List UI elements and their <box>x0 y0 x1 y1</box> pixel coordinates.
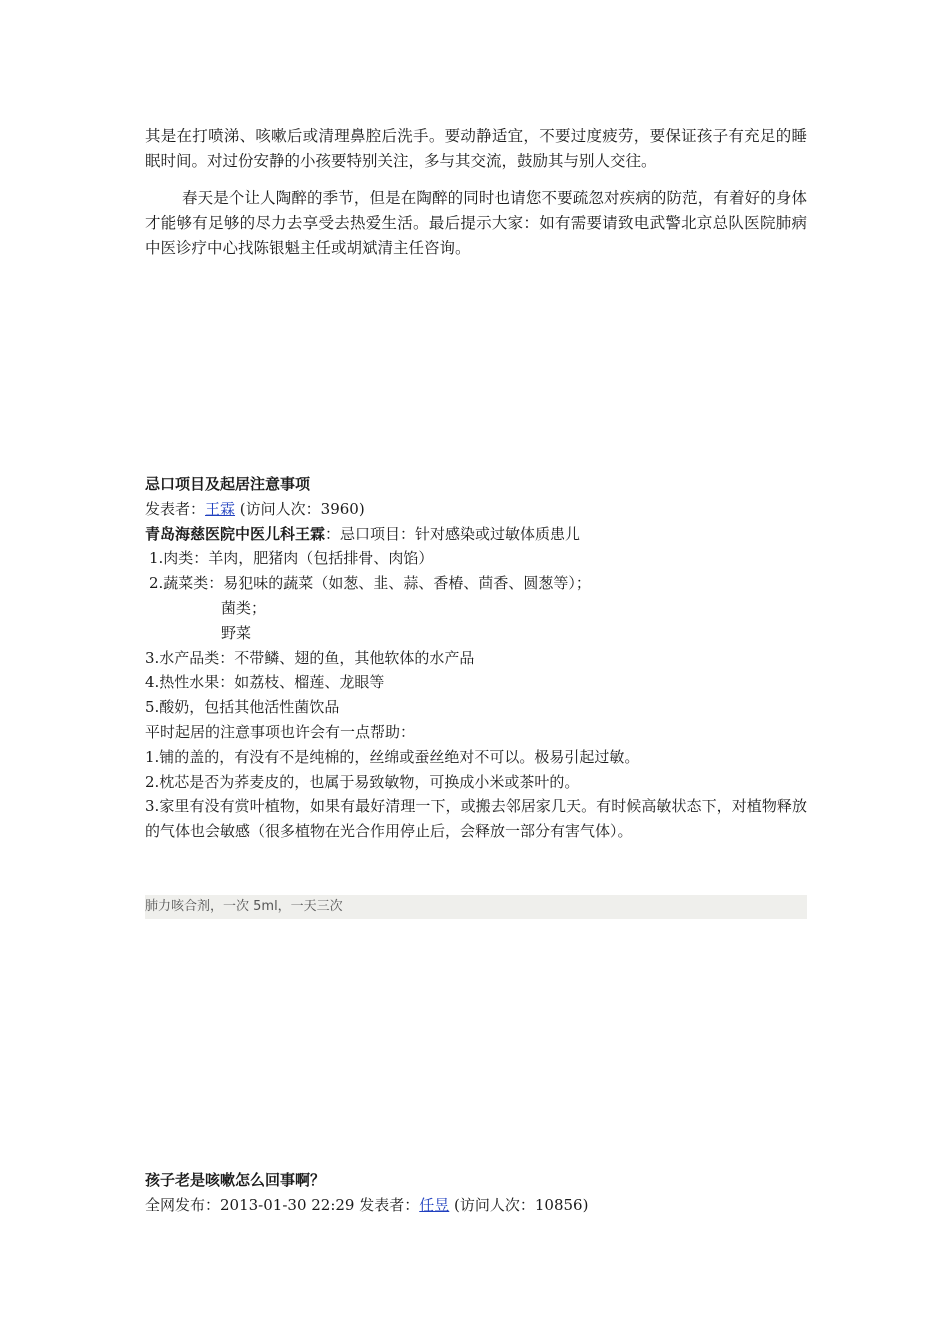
list-item: 1.铺的盖的，有没有不是纯棉的，丝绵或蚕丝绝对不可以。极易引起过敏。 <box>145 747 640 766</box>
visit-count: (访问人次：3960) <box>235 499 365 518</box>
paragraph-hygiene: 其是在打喷涕、咳嗽后或清理鼻腔后洗手。要动静适宜，不要过度疲劳，要保证孩子有充足的睡眠时间。对过份安静的小孩要特别关注，多与其交流，鼓励其与别人交往。 <box>145 127 807 170</box>
comment-bar <box>145 895 807 919</box>
living-intro: 平时起居的注意事项也许会有一点帮助： <box>145 722 416 741</box>
list-item: 2.蔬菜类：易犯味的蔬菜（如葱、韭、蒜、香椿、茴香、圆葱等）； <box>149 574 591 593</box>
article-byline <box>145 497 807 522</box>
list-item: 4.热性水果：如荔枝、榴莲、龙眼等 <box>145 673 385 692</box>
author-link[interactable]: 王霖 <box>205 499 236 518</box>
list-item: 3.家里有没有赏叶植物，如果有最好清理一下，或搬去邻居家几天。有时候高敏状态下，对植物释放的气体也会敏感（很多植物在光合作用停止后，会释放一部分有害气体）。 <box>145 797 807 841</box>
list-item: 3.水产品类：不带鳞、翅的鱼，其他软体的水产品 <box>145 648 475 667</box>
article-title: 忌口项目及起居注意事项 <box>145 475 311 493</box>
comment-text: 肺力咳合剂，一次 5ml，一天三次 <box>145 899 343 914</box>
article-intro <box>145 522 807 547</box>
article-diet <box>145 472 807 844</box>
intro-author: 青岛海慈医院中医儿科王霖 <box>145 524 326 543</box>
article-byline <box>145 1193 807 1218</box>
list-subitem: 菌类； <box>221 598 267 617</box>
article-cough <box>145 1168 807 1218</box>
paragraph-spring: 春天是个让人陶醉的季节，但是在陶醉的同时也请您不要疏忽对疾病的防范，有着好的身体才能够有足够的尽力去享受去热爱生活。最后提示大家：如有需要请致电武警北京总队医院肺病中医诊疗中心找陈银魁主任或胡斌清主任咨询。 <box>145 189 807 257</box>
list-item: 1.肉类：羊肉，肥猪肉（包括排骨、肉馅） <box>149 549 434 568</box>
article-title: 孩子老是咳嗽怎么回事啊？ <box>145 1171 326 1189</box>
publish-info: 全网发布：2013-01-30 22:29 发表者： <box>145 1196 420 1214</box>
author-link[interactable]: 任昱 <box>419 1196 450 1214</box>
byline-prefix: 发表者： <box>145 499 206 518</box>
intro-text: ：忌口项目：针对感染或过敏体质患儿 <box>325 524 581 543</box>
list-item: 2.枕芯是否为荞麦皮的，也属于易致敏物，可换成小米或茶叶的。 <box>145 772 580 791</box>
list-subitem: 野菜 <box>221 623 252 642</box>
list-item: 5.酸奶，包括其他活性菌饮品 <box>145 698 340 717</box>
visit-count: (访问人次：10856) <box>449 1196 589 1214</box>
